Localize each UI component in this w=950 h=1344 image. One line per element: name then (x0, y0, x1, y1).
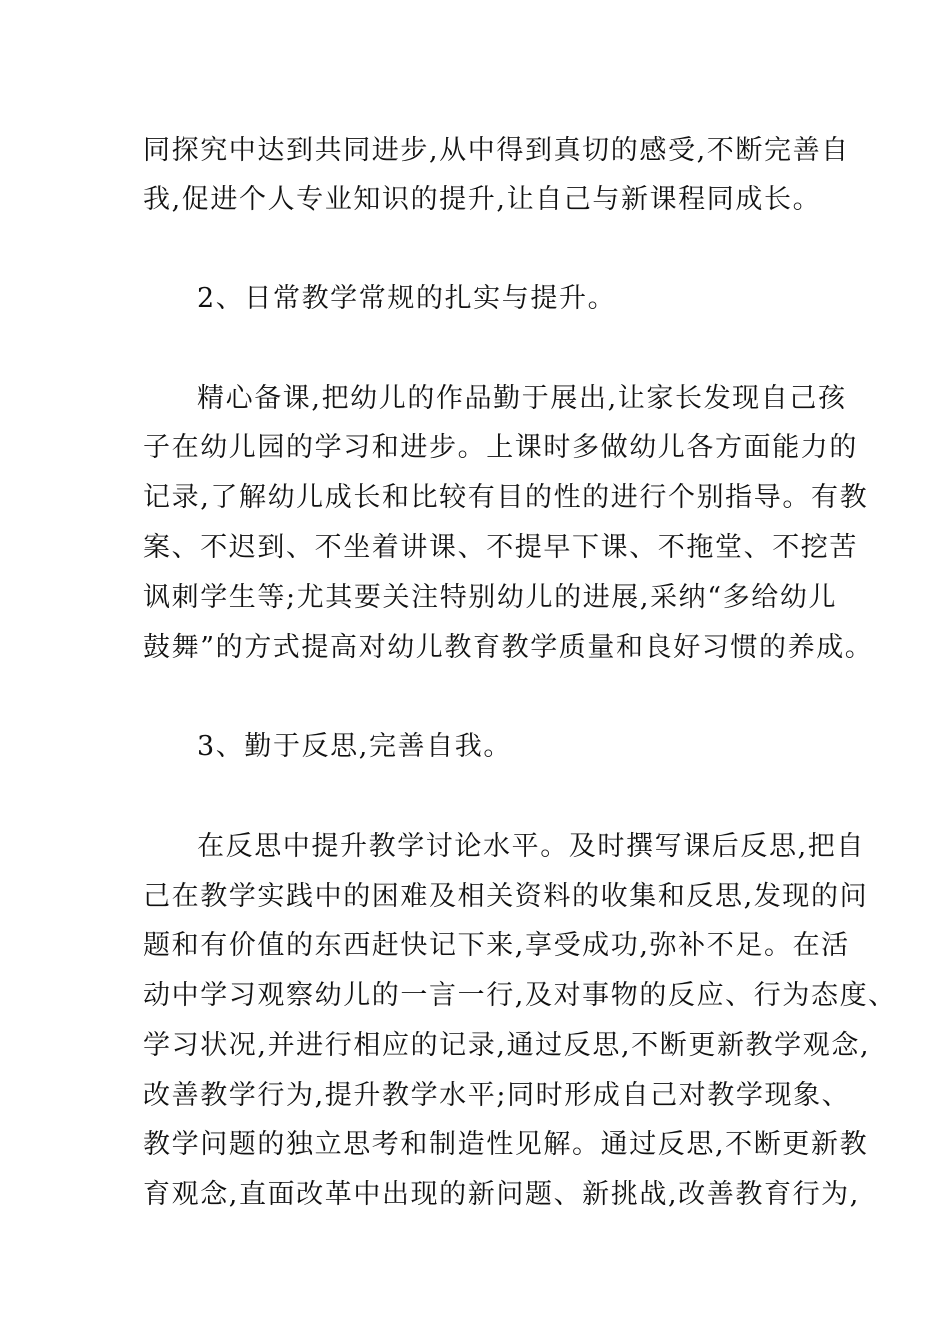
paragraph-line: 精心备课,把幼儿的作品勤于展出,让家长发现自己孩 (197, 383, 847, 414)
paragraph-line: 子在幼儿园的学习和进步。上课时多做幼儿各方面能力的 (143, 432, 858, 463)
paragraph-line: 我,促进个人专业知识的提升,让自己与新课程同成长。 (143, 184, 822, 215)
paragraph-line: 己在教学实践中的困难及相关资料的收集和反思,发现的问 (143, 881, 869, 912)
paragraph-line: 讽刺学生等;尤其要关注特别幼儿的进展,采纳“多给幼儿 (143, 582, 838, 613)
paragraph-line: 动中学习观察幼儿的一言一行,及对事物的反应、行为态度、 (143, 980, 897, 1011)
section-heading-3: 3、勤于反思,完善自我。 (197, 731, 512, 762)
paragraph-line: 改善教学行为,提升教学水平;同时形成自己对教学现象、 (143, 1080, 851, 1111)
paragraph-line: 题和有价值的东西赶快记下来,享受成功,弥补不足。在活 (143, 930, 850, 961)
paragraph-line: 案、不迟到、不坐着讲课、不提早下课、不拖堂、不挖苦 (143, 532, 858, 563)
paragraph-line: 在反思中提升教学讨论水平。及时撰写课后反思,把自 (197, 831, 865, 862)
paragraph-line: 记录,了解幼儿成长和比较有目的性的进行个别指导。有教 (143, 482, 869, 513)
paragraph-line: 学习状况,并进行相应的记录,通过反思,不断更新教学观念, (143, 1030, 871, 1061)
paragraph-line: 鼓舞”的方式提高对幼儿教育教学质量和良好习惯的养成。 (143, 632, 874, 663)
paragraph-line: 同探究中达到共同进步,从中得到真切的感受,不断完善自 (143, 135, 850, 166)
paragraph-line: 教学问题的独立思考和制造性见解。通过反思,不断更新教 (143, 1129, 869, 1160)
section-heading-2: 2、日常教学常规的扎实与提升。 (197, 283, 617, 314)
paragraph-line: 育观念,直面改革中出现的新问题、新挑战,改善教育行为, (143, 1179, 860, 1210)
